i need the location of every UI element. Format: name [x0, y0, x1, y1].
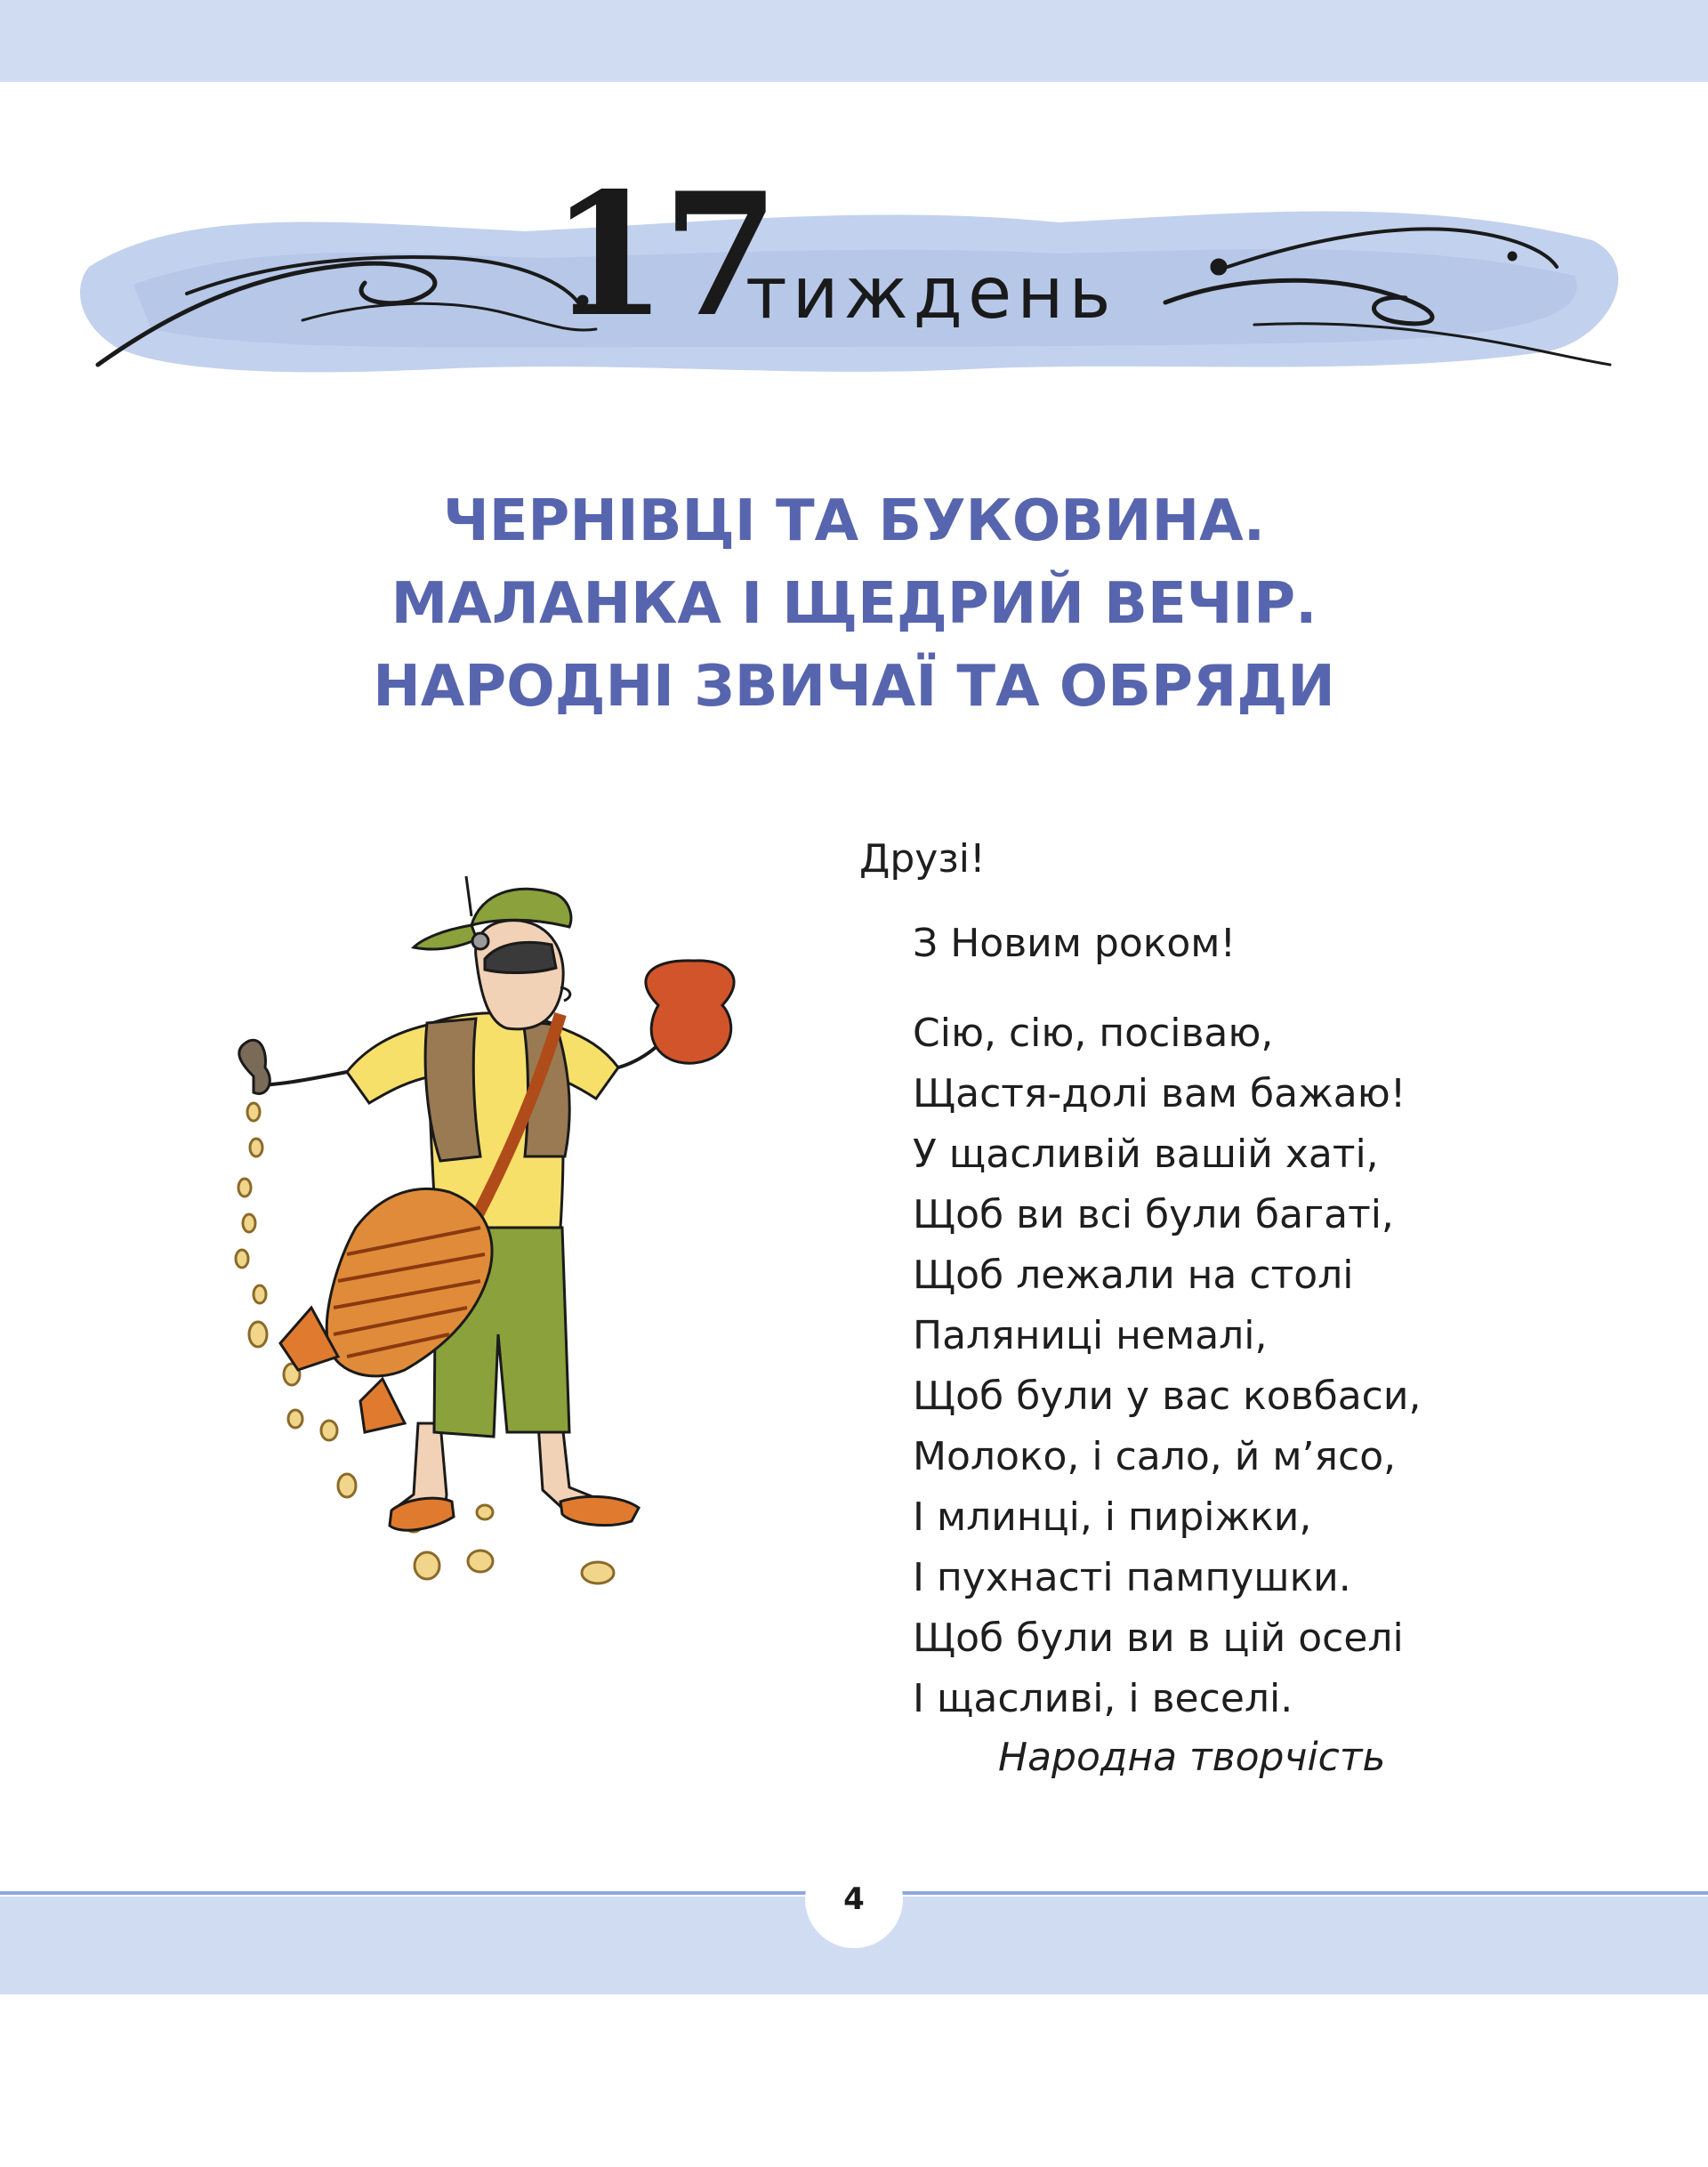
title-line: МАЛАНКА І ЩЕДРИЙ ВЕЧІР.	[391, 571, 1317, 637]
poem-line: І щасливі, і веселі.	[913, 1676, 1293, 1721]
week-number: 17	[550, 156, 775, 354]
week-label: тиждень	[745, 252, 1116, 334]
title-line: НАРОДНІ ЗВИЧАЇ ТА ОБРЯДИ	[373, 654, 1335, 720]
poem-line: І пухнасті пампушки.	[913, 1555, 1351, 1600]
poem-line: Паляниці немалі,	[913, 1313, 1268, 1358]
poem-greeting: Друзі!	[859, 836, 986, 882]
top-decor-band	[0, 0, 1708, 82]
poem-line: Молоко, і сало, й м’ясо,	[913, 1434, 1397, 1479]
poem-line: Щоб ви всі були багаті,	[913, 1192, 1394, 1237]
poem-author: Народна творчість	[998, 1735, 1386, 1780]
page-number: 4	[805, 1850, 903, 1948]
title-line: ЧЕРНІВЦІ ТА БУКОВИНА.	[442, 488, 1266, 554]
boy-sowing-grain-illustration	[214, 854, 801, 1601]
poem-verse	[913, 1003, 1421, 1729]
poem-line: Щоб лежали на столі	[913, 1253, 1354, 1298]
page-title	[231, 480, 1477, 729]
poem-line: У щасливій вашій хаті,	[913, 1132, 1379, 1177]
poem-line: Щастя-долі вам бажаю!	[913, 1071, 1406, 1116]
poem-line: Щоб були у вас ковбаси,	[913, 1374, 1422, 1419]
poem-line: Щоб були ви в цій оселі	[913, 1615, 1404, 1661]
poem-line: І млинці, і пиріжки,	[913, 1494, 1312, 1540]
poem-line: Сію, сію, посіваю,	[913, 1011, 1274, 1056]
poem-new-year-wish: З Новим роком!	[913, 921, 1237, 966]
